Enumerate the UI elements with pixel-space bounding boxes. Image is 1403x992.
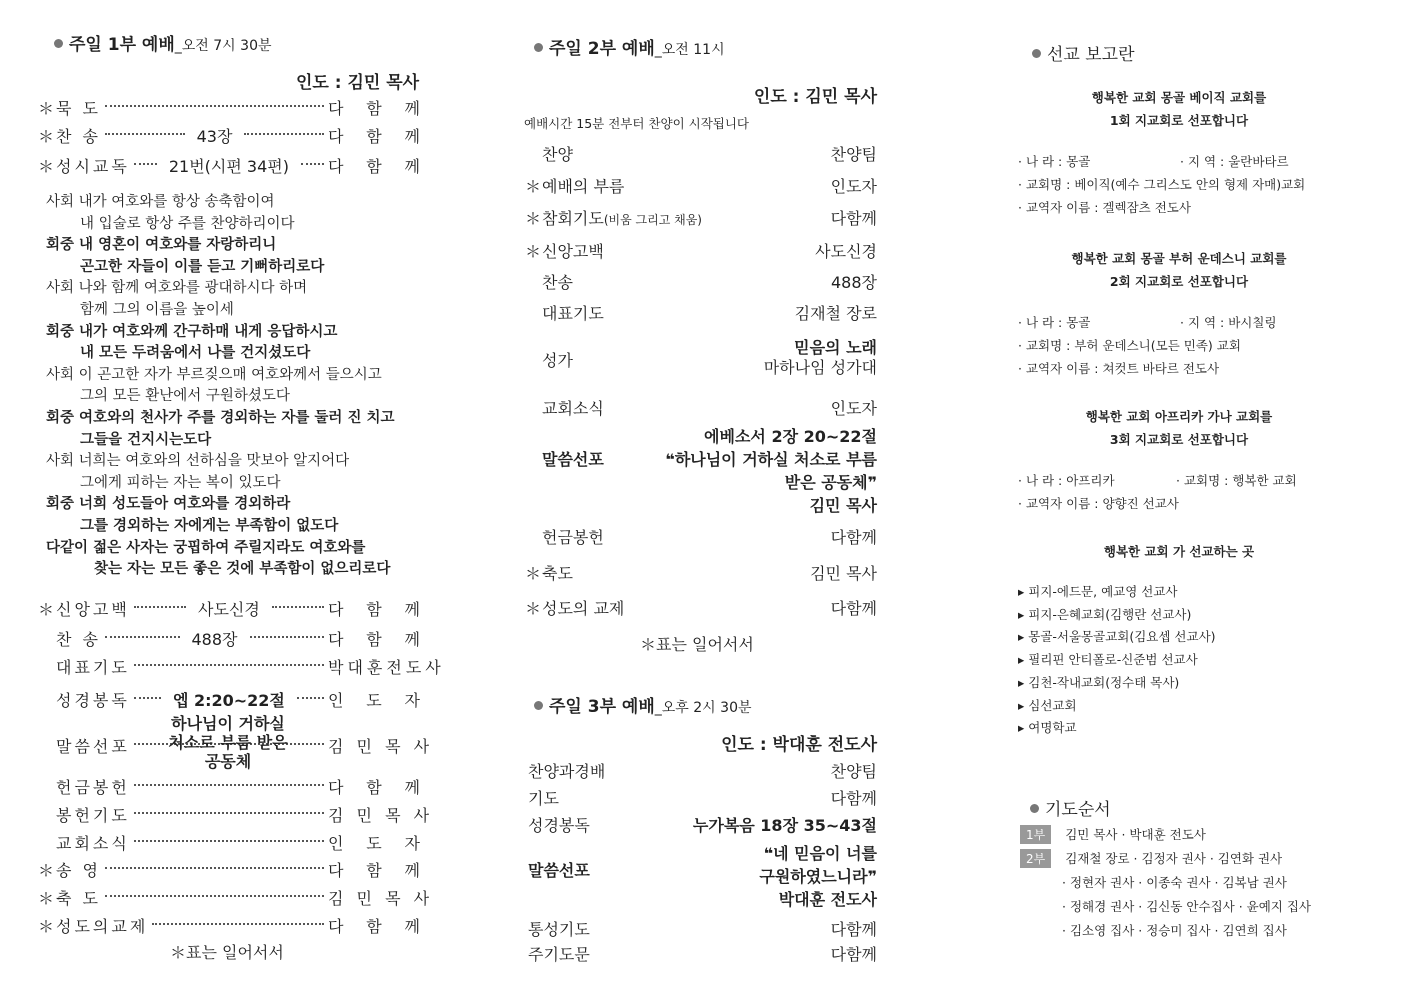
dotted-leader bbox=[105, 105, 324, 107]
sermon-preacher: 박대훈 전도사 bbox=[778, 890, 877, 909]
star-mark: ＊ bbox=[525, 177, 542, 196]
order-label: 말씀선포 bbox=[56, 737, 130, 756]
reading-line: 사회 이 곤고한 자가 부르짖으매 여호와께서 들으시고 bbox=[46, 366, 382, 383]
anthem-choir: 마하나임 성가대 bbox=[763, 358, 877, 377]
service2-title: 주일 2부 예배 bbox=[549, 39, 655, 59]
star-mark: ＊ bbox=[525, 564, 542, 583]
star-mark: ＊ bbox=[525, 209, 542, 228]
order-value: 김 민 목 사 bbox=[328, 737, 434, 756]
order-label: 신앙고백 bbox=[56, 600, 130, 619]
order-value: 다함께 bbox=[830, 789, 877, 808]
support-item: ▸ 피지-은혜교회(김행란 선교사) bbox=[1018, 606, 1192, 622]
order-row bbox=[38, 124, 424, 147]
order-label: 봉헌기도 bbox=[56, 806, 130, 825]
dotted-leader bbox=[250, 636, 325, 638]
prayer-row bbox=[1020, 825, 1206, 844]
order-row bbox=[38, 154, 424, 177]
prayer-header bbox=[1030, 795, 1111, 820]
order-row bbox=[38, 775, 424, 798]
news-label: 교회소식 bbox=[542, 399, 604, 418]
reading-line: 그에게 피하는 자는 복이 있도다 bbox=[80, 474, 281, 491]
order-mid: 488장 bbox=[191, 630, 238, 649]
prayer-names: 김민 목사 · 박대훈 전도사 bbox=[1065, 827, 1206, 842]
order-value: 다함께 bbox=[830, 209, 877, 228]
order-value: 김 민 목 사 bbox=[328, 889, 434, 908]
support-item: ▸ 몽골-서울몽골교회(김요셉 선교사) bbox=[1018, 629, 1216, 645]
star-mark: ＊ bbox=[525, 242, 542, 261]
reading-line: 회중 내가 여호와께 간구하매 내게 응답하시고 bbox=[46, 323, 338, 340]
order-row bbox=[38, 597, 424, 620]
service1-title: 주일 1부 예배 bbox=[69, 35, 175, 55]
reading-line: 회중 너희 성도들아 여호와를 경외하라 bbox=[46, 496, 291, 513]
dotted-leader bbox=[272, 606, 324, 608]
sermon-title-line: 하나님이 거하실 bbox=[171, 714, 285, 733]
dotted-leader bbox=[134, 664, 324, 666]
mission-detail: · 지 역 : 울란바타르 bbox=[1180, 154, 1289, 169]
anthem-value bbox=[700, 338, 877, 378]
order-label-sub: (비움 그리고 채움) bbox=[603, 213, 702, 227]
order-value: 김 민 목 사 bbox=[328, 806, 434, 825]
service2-leader: 인도 : 김민 목사 bbox=[753, 87, 877, 107]
order-value: 다함께 bbox=[830, 599, 877, 618]
order-label: 찬양 bbox=[542, 145, 573, 164]
order-value: 누가복음 18장 35~43절 bbox=[692, 816, 877, 835]
order-label: 묵 도 bbox=[56, 99, 101, 118]
order-value: 사도신경 bbox=[815, 242, 877, 261]
prayer-badge: 1부 bbox=[1020, 825, 1051, 844]
anthem-title: 믿음의 노래 bbox=[794, 338, 877, 357]
order-label: 헌금봉헌 bbox=[56, 778, 130, 797]
order-label bbox=[542, 206, 702, 229]
order-label: 교회소식 bbox=[56, 834, 130, 853]
mission-title: 선교 보고란 bbox=[1047, 45, 1135, 65]
service1-leader: 인도 : 김민 목사 bbox=[296, 73, 420, 93]
sermon-scripture: 에베소서 2장 20~22절 bbox=[704, 427, 877, 446]
star-mark: ＊ bbox=[38, 600, 55, 619]
bullet-dot-icon bbox=[54, 39, 63, 48]
prayer-names: 김재철 장로 · 김정자 권사 · 김연화 권사 bbox=[1065, 851, 1283, 866]
mission-detail: · 교회명 : 행복한 교회 bbox=[1176, 473, 1297, 488]
dotted-leader bbox=[297, 697, 324, 699]
prayer-row bbox=[1062, 921, 1287, 939]
order-row bbox=[38, 803, 434, 826]
prayer-row bbox=[1062, 897, 1311, 915]
reading-line: 그를 경외하는 자에게는 부족함이 없도다 bbox=[80, 518, 339, 534]
order-value: 찬양팀 bbox=[830, 762, 877, 781]
service2-notice: 예배시간 15분 전부터 찬양이 시작됩니다 bbox=[524, 116, 749, 131]
sermon-title-line: 공동체 bbox=[204, 752, 252, 771]
sermon-title-line: 받은 공동체❞ bbox=[784, 473, 877, 492]
dotted-leader bbox=[134, 606, 186, 608]
reading-line: 찾는 자는 모든 좋은 것에 부족함이 없으리로다 bbox=[94, 561, 391, 578]
reading-line: 회중 여호와의 천사가 주를 경외하는 자를 둘러 진 치고 bbox=[46, 410, 395, 426]
prayer-names: · 김소영 집사 · 정승미 집사 · 김연희 집사 bbox=[1062, 923, 1287, 938]
order-value: 인 도 자 bbox=[328, 691, 424, 710]
order-value: 김재철 장로 bbox=[794, 304, 877, 323]
order-label: 예배의 부름 bbox=[542, 177, 625, 196]
dotted-leader bbox=[152, 923, 324, 925]
order-label: 찬 송 bbox=[56, 630, 101, 649]
order-row bbox=[38, 655, 445, 678]
service2-header bbox=[534, 34, 725, 59]
mission-detail: · 교회명 : 베이직(예수 그리스도 안의 형제 자매)교회 bbox=[1018, 177, 1306, 192]
star-mark: ＊ bbox=[38, 889, 55, 908]
dotted-leader bbox=[244, 133, 324, 135]
reading-line: 내 모든 두려움에서 나를 건지셨도다 bbox=[80, 345, 311, 362]
prayer-badge: 2부 bbox=[1020, 849, 1051, 868]
mission-heading: 1회 지교회로 선포합니다 bbox=[1109, 113, 1249, 128]
order-value: 다 함 께 bbox=[328, 917, 424, 936]
mission-heading: 행복한 교회 아프리카 가나 교회를 bbox=[1085, 409, 1273, 424]
dotted-leader bbox=[134, 163, 157, 165]
service1-header bbox=[54, 30, 272, 55]
order-row bbox=[38, 831, 424, 854]
order-row bbox=[38, 886, 434, 909]
mission-detail: · 나 라 : 몽골 bbox=[1018, 315, 1091, 330]
sermon-title-line: 처소로 부름 받은 bbox=[168, 733, 288, 752]
sermon-label: 말씀선포 bbox=[542, 450, 604, 469]
order-label: 성시교독 bbox=[56, 157, 130, 176]
order-value: 다 함 께 bbox=[328, 861, 424, 880]
order-row bbox=[38, 96, 424, 119]
order-row bbox=[38, 688, 424, 711]
order-value: 다 함 께 bbox=[328, 600, 424, 619]
news-value: 인도자 bbox=[830, 399, 877, 418]
dotted-leader bbox=[134, 697, 161, 699]
order-value: 다 함 께 bbox=[328, 157, 425, 176]
order-row bbox=[38, 914, 424, 937]
bullet-dot-icon bbox=[1032, 49, 1041, 58]
order-label: 통성기도 bbox=[528, 920, 590, 939]
reading-line: 그들을 건지시는도다 bbox=[80, 431, 212, 448]
star-mark: ＊ bbox=[38, 99, 55, 118]
anthem-label: 성가 bbox=[542, 351, 573, 370]
dotted-leader bbox=[134, 784, 324, 786]
bullet-dot-icon bbox=[534, 43, 543, 52]
order-label: 신앙고백 bbox=[542, 242, 604, 261]
reading-line: 사회 너희는 여호와의 선하심을 맛보아 알지어다 bbox=[46, 453, 350, 470]
service3-time: _오후 2시 30분 bbox=[654, 700, 752, 716]
order-value: 김민 목사 bbox=[810, 564, 877, 583]
reading-line: 곤고한 자들이 이를 듣고 기뻐하리로다 bbox=[80, 258, 325, 275]
service2-note: ＊표는 일어서서 bbox=[640, 635, 754, 654]
mission-heading: 행복한 교회 몽골 부허 운데스니 교회를 bbox=[1071, 251, 1287, 266]
order-mid: 엡 2:20~22절 bbox=[172, 691, 285, 710]
order-value: 다함께 bbox=[830, 920, 877, 939]
reading-line: 사회 내가 여호와를 항상 송축함이여 bbox=[46, 194, 275, 210]
sermon-preacher: 김민 목사 bbox=[809, 496, 877, 515]
order-row bbox=[38, 858, 424, 881]
order-label: 송 영 bbox=[56, 861, 101, 880]
order-label: 찬 송 bbox=[56, 127, 101, 146]
s3-sermon-label: 말씀선포 bbox=[528, 861, 590, 880]
service3-header bbox=[534, 692, 752, 717]
dotted-leader bbox=[301, 163, 324, 165]
service1-note: ＊표는 일어서서 bbox=[170, 943, 284, 962]
order-label: 찬송 bbox=[542, 273, 573, 292]
prayer-title: 기도순서 bbox=[1045, 800, 1111, 820]
bullet-dot-icon bbox=[534, 701, 543, 710]
order-value: 다함께 bbox=[830, 945, 877, 964]
service3-title: 주일 3부 예배 bbox=[549, 697, 655, 717]
s3-sermon-value bbox=[680, 842, 877, 911]
order-value: 인 도 자 bbox=[328, 834, 424, 853]
prayer-names: · 정해경 권사 · 김신동 안수집사 · 윤예지 집사 bbox=[1062, 899, 1311, 914]
mission-detail: · 교역자 이름 : 쳐컷트 바타르 전도사 bbox=[1018, 361, 1220, 376]
mission-header bbox=[1032, 40, 1135, 65]
star-mark: ＊ bbox=[38, 861, 55, 880]
order-row bbox=[38, 627, 424, 650]
reading-line: 사회 나와 함께 여호와를 광대하시다 하며 bbox=[46, 280, 308, 297]
prayer-row bbox=[1020, 849, 1282, 868]
reading-line: 다같이 젊은 사자는 궁핍하여 주릴지라도 여호와를 bbox=[46, 539, 366, 556]
order-label: 대표기도 bbox=[542, 304, 604, 323]
order-value: 다 함 께 bbox=[328, 778, 424, 797]
mission-detail: · 나 라 : 몽골 bbox=[1018, 154, 1091, 169]
order-label: 대표기도 bbox=[56, 658, 130, 677]
order-label: 성도의교제 bbox=[56, 917, 149, 936]
support-item: ▸ 필리핀 안티폴로-신준범 선교사 bbox=[1018, 652, 1198, 668]
order-label: 주기도문 bbox=[528, 945, 590, 964]
dotted-leader bbox=[134, 840, 324, 842]
order-value: 다 함 께 bbox=[328, 99, 424, 118]
order-value: 488장 bbox=[831, 273, 877, 292]
support-item: ▸ 김천-작내교회(정수태 목사) bbox=[1018, 674, 1180, 690]
bullet-dot-icon bbox=[1030, 804, 1039, 813]
order-value: 인도자 bbox=[830, 177, 877, 196]
order-label: 축 도 bbox=[56, 889, 101, 908]
order-label: 성경봉독 bbox=[528, 816, 590, 835]
support-item: ▸ 심선교회 bbox=[1018, 697, 1077, 713]
order-label: 기도 bbox=[528, 789, 559, 808]
mission-heading: 3회 지교회로 선포합니다 bbox=[1109, 432, 1249, 447]
dotted-leader bbox=[105, 636, 180, 638]
star-mark: ＊ bbox=[38, 917, 55, 936]
reading-line: 함께 그의 이름을 높이세 bbox=[80, 302, 234, 318]
dotted-leader bbox=[105, 895, 324, 897]
service2-time: _오전 11시 bbox=[654, 42, 725, 58]
star-mark: ＊ bbox=[38, 127, 55, 146]
order-value: 다 함 께 bbox=[328, 630, 424, 649]
prayer-row bbox=[1062, 873, 1287, 891]
order-label: 축도 bbox=[542, 564, 573, 583]
mission-detail: · 교역자 이름 : 겔렉잠츠 전도사 bbox=[1018, 200, 1191, 215]
order-mid: 21번(시편 34편) bbox=[168, 157, 289, 176]
sermon-title-line: ❝네 믿음이 너를 bbox=[763, 844, 877, 863]
order-value: 다함께 bbox=[830, 528, 877, 547]
sermon-value bbox=[640, 425, 877, 517]
order-value: 박대훈전도사 bbox=[328, 658, 445, 677]
support-item: ▸ 피지-에드문, 예교영 선교사 bbox=[1018, 584, 1178, 599]
star-mark: ＊ bbox=[38, 157, 55, 176]
order-mid: 사도신경 bbox=[198, 600, 260, 619]
dotted-leader bbox=[105, 867, 324, 869]
reading-line: 내 입술로 항상 주를 찬양하리이다 bbox=[80, 215, 295, 232]
mission-detail: · 나 라 : 아프리카 bbox=[1018, 473, 1115, 488]
order-label: 찬양과경배 bbox=[528, 762, 606, 781]
reading-line: 그의 모든 환난에서 구원하셨도다 bbox=[80, 388, 290, 405]
sermon-title-line: 구원하였느니라❞ bbox=[759, 867, 877, 886]
order-value: 찬양팀 bbox=[830, 145, 877, 164]
order-label: 성도의 교제 bbox=[542, 599, 625, 618]
sermon-title-line: ❝하나님이 거하실 처소로 부름 bbox=[665, 450, 877, 469]
service1-sermon-title bbox=[158, 714, 298, 771]
order-value: 다 함 께 bbox=[328, 127, 425, 146]
prayer-names: · 정현자 권사 · 이종숙 권사 · 김복남 권사 bbox=[1062, 875, 1287, 890]
support-item: ▸ 여명학교 bbox=[1018, 720, 1077, 736]
mission-heading: 행복한 교회 몽골 베이직 교회를 bbox=[1091, 90, 1267, 105]
order-mid: 43장 bbox=[196, 127, 233, 146]
service1-time: _오전 7시 30분 bbox=[174, 38, 272, 54]
star-mark: ＊ bbox=[525, 599, 542, 618]
dotted-leader bbox=[105, 133, 185, 135]
mission-detail: · 지 역 : 바시칠링 bbox=[1180, 315, 1277, 330]
mission-heading: 2회 지교회로 선포합니다 bbox=[1109, 274, 1249, 289]
mission-detail: · 교역자 이름 : 양향진 선교사 bbox=[1018, 496, 1179, 511]
dotted-leader bbox=[134, 812, 324, 814]
mission-detail: · 교회명 : 부허 운데스니(모든 민족) 교회 bbox=[1018, 338, 1241, 353]
support-title: 행복한 교회 가 선교하는 곳 bbox=[1103, 544, 1255, 559]
order-label: 헌금봉헌 bbox=[542, 528, 604, 547]
service3-leader: 인도 : 박대훈 전도사 bbox=[721, 735, 877, 755]
reading-line: 회중 내 영혼이 여호와를 자랑하리니 bbox=[46, 237, 277, 254]
order-label-text: 참회기도 bbox=[542, 209, 604, 228]
order-label: 성경봉독 bbox=[56, 691, 130, 710]
